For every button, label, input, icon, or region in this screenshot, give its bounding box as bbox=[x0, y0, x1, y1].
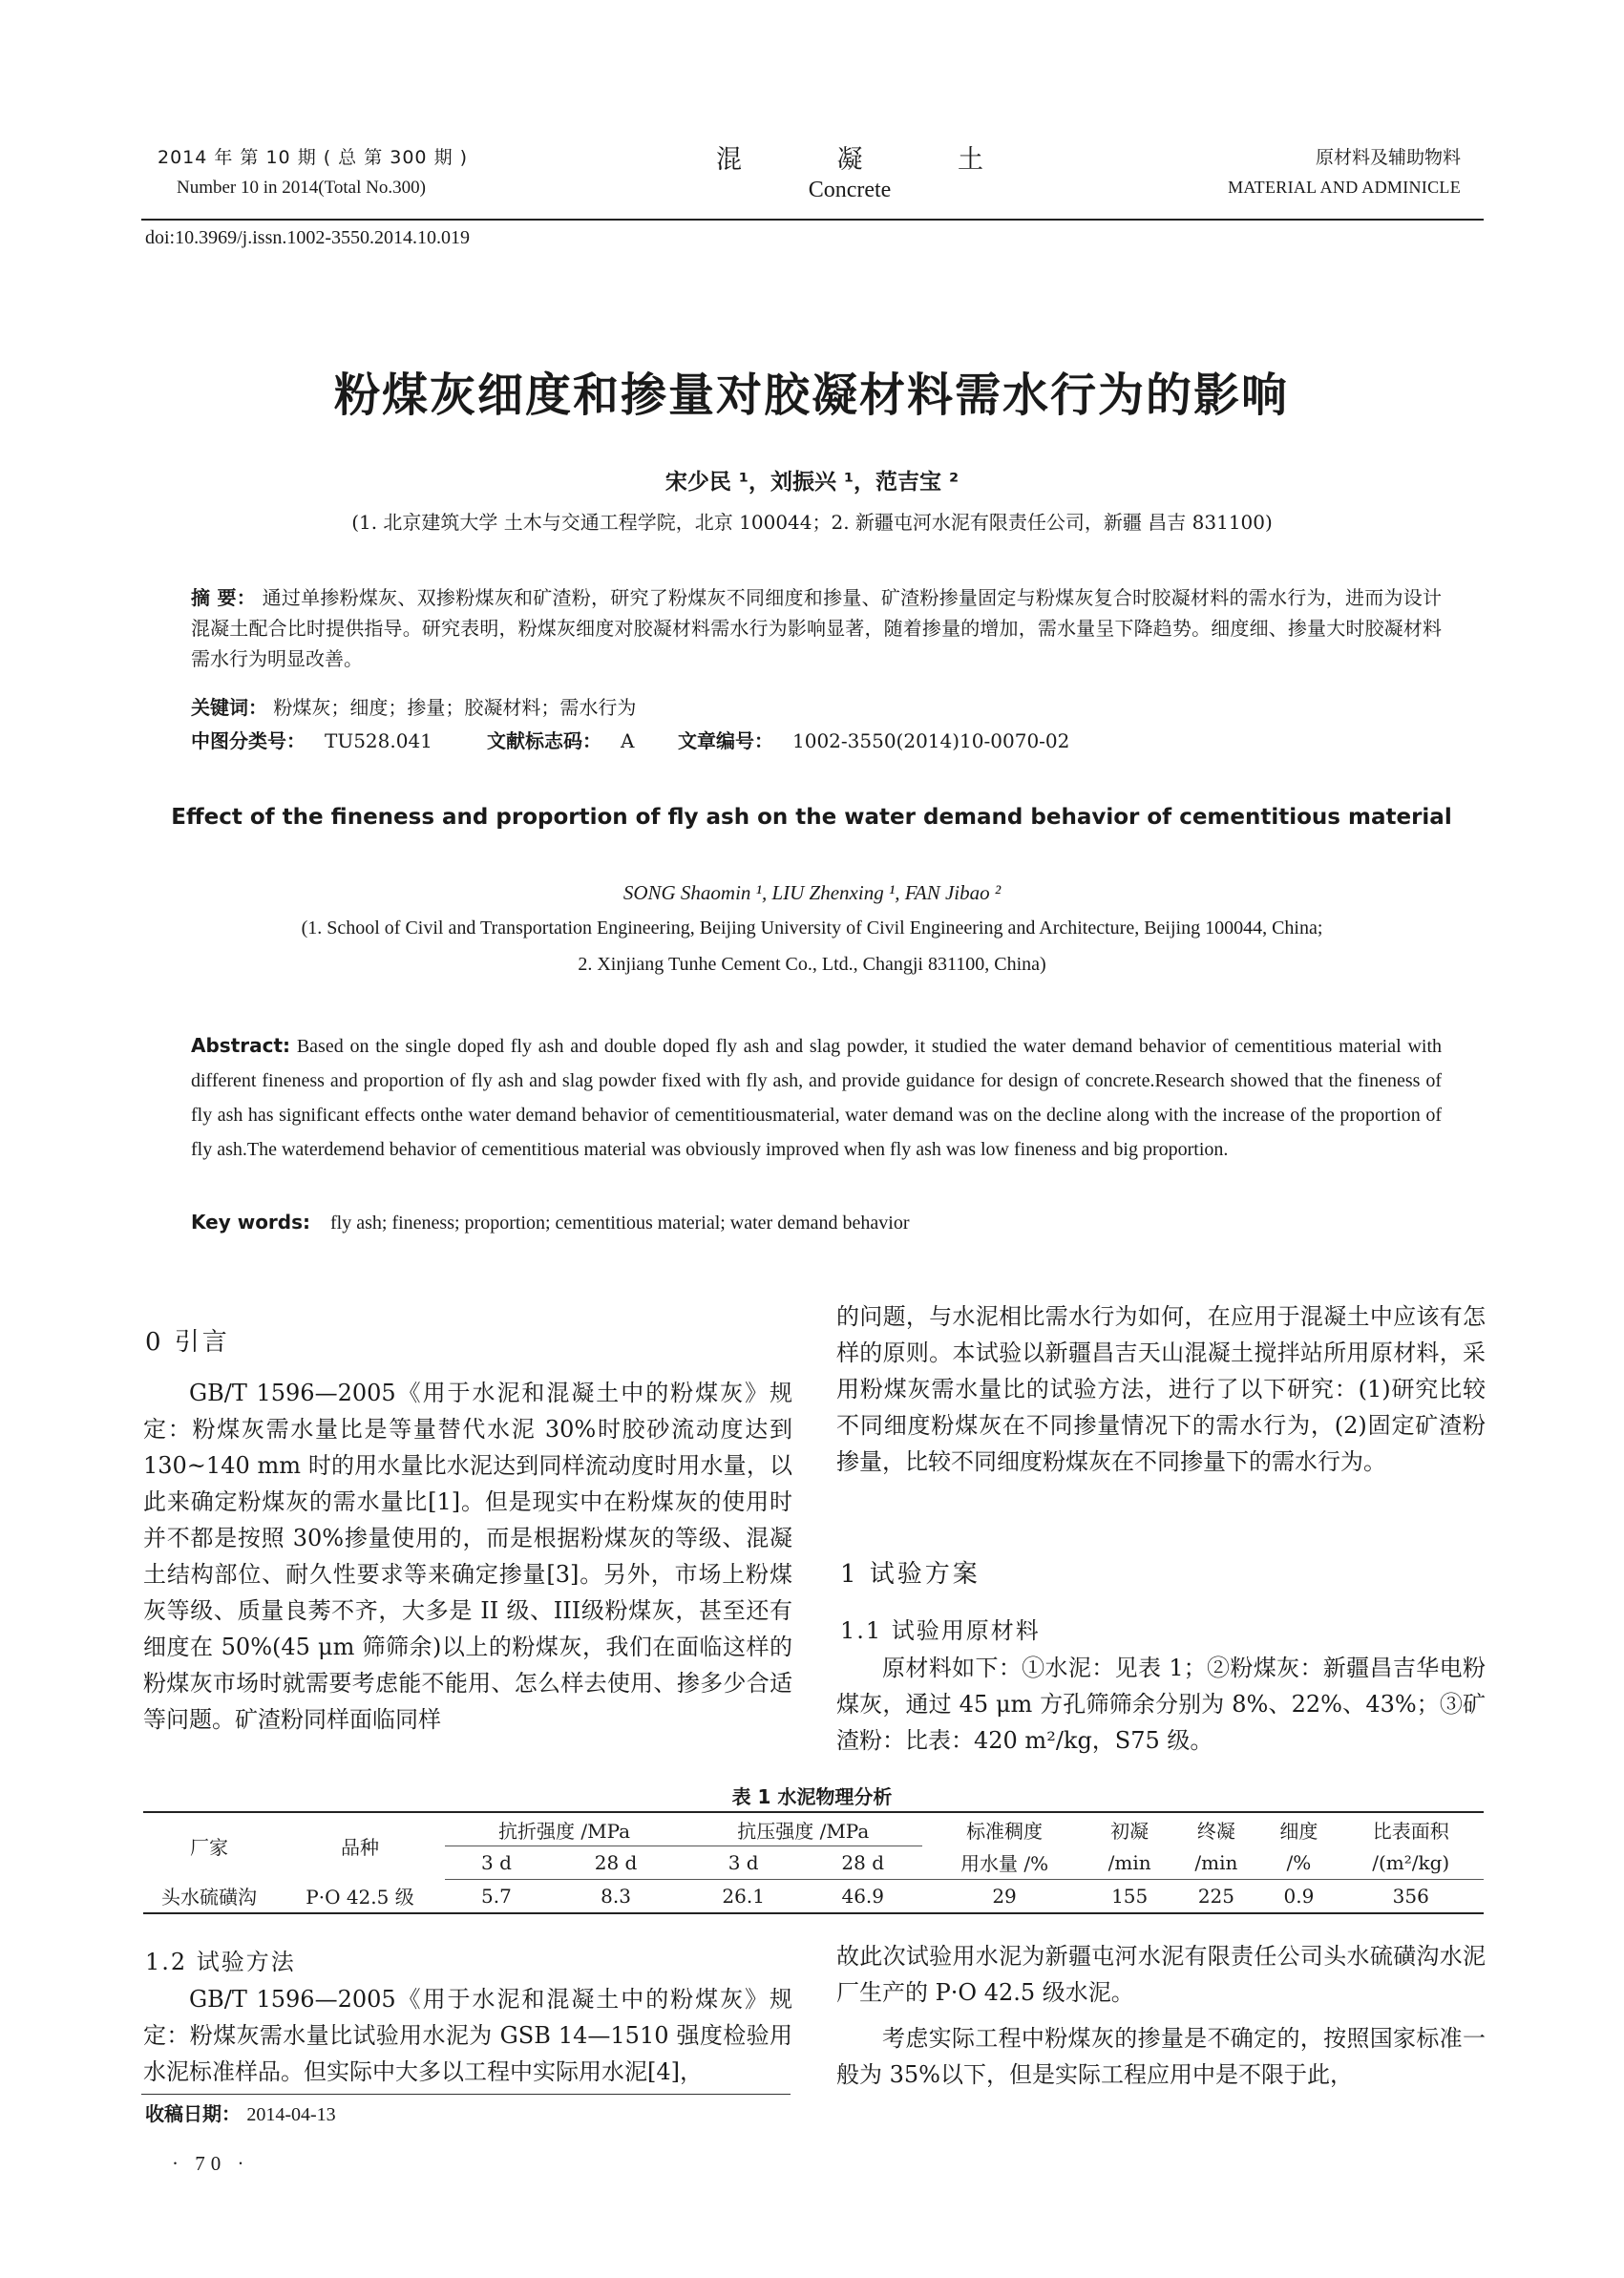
th-grade: 品种 bbox=[275, 1812, 445, 1880]
authors-en: SONG Shaomin ¹, LIU Zhenxing ¹, FAN Jibao ² bbox=[622, 881, 1002, 904]
abstract-cn bbox=[191, 582, 1442, 674]
cell-area: 356 bbox=[1339, 1880, 1485, 1914]
section-1-2-heading: 1.2 试验方法 bbox=[145, 1949, 296, 1975]
table-header-row-1 bbox=[143, 1812, 1484, 1846]
th-water-1: 标准稠度 bbox=[922, 1812, 1086, 1846]
th-area-2: /(m²/kg) bbox=[1339, 1846, 1485, 1880]
keywords-en bbox=[191, 1207, 1442, 1238]
table-1 bbox=[143, 1811, 1484, 1914]
affiliation-en-1: (1. School of Civil and Transportation Engineering, Beijing University of Civil Engineering and Architecture, Beijing 100044, China; bbox=[301, 918, 1323, 939]
materials-paragraph: 原材料如下：①水泥：见表 1；②粉煤灰：新疆昌吉华电粉煤灰，通过 45 μm 方孔筛筛余分别为 8%、22%、43%；③矿渣粉：比表：420 m²/kg，S75 级。 bbox=[836, 1655, 1486, 1754]
th-comp-28d: 28 d bbox=[803, 1846, 922, 1880]
cell-factory: 头水硫磺沟 bbox=[143, 1880, 275, 1914]
table-row bbox=[143, 1880, 1484, 1914]
cell-water: 29 bbox=[922, 1880, 1086, 1914]
section-0-heading: 0 引言 bbox=[145, 1328, 230, 1357]
journal-char-3: 土 bbox=[958, 145, 983, 175]
cell-grade: P·O 42.5 级 bbox=[275, 1880, 445, 1914]
right-column-para-2 bbox=[836, 1650, 1486, 1759]
received-value: 2014-04-13 bbox=[246, 2104, 336, 2125]
classification bbox=[191, 726, 1442, 756]
article-label: 文章编号： bbox=[678, 729, 773, 752]
paper-title-cn: 粉煤灰细度和掺量对胶凝材料需水行为的影响 bbox=[333, 369, 1289, 422]
cell-initial-set: 155 bbox=[1086, 1880, 1173, 1914]
th-flex-28d: 28 d bbox=[548, 1846, 684, 1880]
method-continuation: 故此次试验用水泥为新疆屯河水泥有限责任公司头水硫磺沟水泥厂生产的 P·O 42.5 级水泥。 bbox=[836, 1943, 1486, 2006]
th-flexural: 抗折强度 /MPa bbox=[445, 1812, 684, 1846]
paper-title-en: Effect of the fineness and proportion of fly ash on the water demand behavior of cementitious material bbox=[171, 805, 1452, 830]
issue-en: Number 10 in 2014(Total No.300) bbox=[177, 178, 426, 198]
dosage-paragraph: 考虑实际工程中粉煤灰的掺量是不确定的，按照国家标准一般为 35%以下，但是实际工程应用中是不限于此， bbox=[836, 2025, 1486, 2088]
footnote-rule bbox=[141, 2094, 791, 2095]
th-compressive: 抗压强度 /MPa bbox=[684, 1812, 922, 1846]
section-1-heading: 1 试验方案 bbox=[840, 1560, 981, 1589]
article-value: 1002-3550(2014)10-0070-02 bbox=[792, 729, 1070, 752]
intro-paragraph: GB/T 1596—2005《用于水泥和混凝土中的粉煤灰》规定：粉煤灰需水量比是等量替代水泥 30%时胶砂流动度达到 130~140 mm 时的用水量比水泥达到同样流动度时用水量，以此来确定粉煤灰的需水量比[1]。但是现实中在粉煤灰的使用时并不都是按照 30%掺量使用的，而是根据粉煤灰的等级、混凝土结构部位、耐久性要求等来确定掺量[3]。另外，市场上粉煤灰等级、质量良莠不齐，大多是 II 级、III级粉煤灰，甚至还有细度在 50%(45 μm 筛筛余)以上的粉煤灰，我们在面临这样的粉煤灰市场时就需要考虑能不能用、怎么样去使用、掺多少合适等问题。矿渣粉同样面临同样 bbox=[143, 1380, 792, 1733]
issue-cn: 2014 年 第 10 期 ( 总 第 300 期 ) bbox=[158, 147, 469, 168]
left-column-para-1 bbox=[143, 1375, 792, 1738]
abstract-en-text: Based on the single doped fly ash and double doped fly ash and slag powder, it studied the water demand behavior of cementitious material with different fineness and proportion of fly ash and slag powder fixed with fly ash, and provide guidance for design of concrete.Research showed that the fineness of fly ash has significant effects onthe water demand behavior of cementitiousmaterial, water demand was on the decline along with the increase of the proportion of fly ash.The waterdemend behavior of cementitious material was obviously improved when fly ash was low fineness and big proportion. bbox=[191, 1036, 1443, 1160]
cell-flex-28d: 8.3 bbox=[548, 1880, 684, 1914]
abstract-en-label: Abstract: bbox=[191, 1034, 291, 1057]
th-flex-3d: 3 d bbox=[445, 1846, 548, 1880]
header-rule bbox=[141, 219, 1484, 221]
clc-value: TU528.041 bbox=[325, 729, 432, 752]
keywords-cn-label: 关键词： bbox=[191, 696, 267, 719]
authors-cn: 宋少民 ¹，刘振兴 ¹，范吉宝 ² bbox=[664, 470, 960, 495]
page-number: · 70 · bbox=[172, 2152, 250, 2175]
cell-comp-28d: 46.9 bbox=[803, 1880, 922, 1914]
doc-value: A bbox=[621, 729, 635, 752]
th-factory: 厂家 bbox=[143, 1812, 275, 1880]
th-final-2: /min bbox=[1173, 1846, 1260, 1880]
received-date bbox=[145, 2099, 336, 2126]
th-initial-1: 初凝 bbox=[1086, 1812, 1173, 1846]
section-1-1-heading: 1.1 试验用原材料 bbox=[840, 1617, 1041, 1644]
th-fineness-1: 细度 bbox=[1259, 1812, 1338, 1846]
table-1-caption: 表 1 水泥物理分析 bbox=[731, 1785, 893, 1808]
doi: doi:10.3969/j.issn.1002-3550.2014.10.019 bbox=[145, 227, 471, 248]
left-column-para-2 bbox=[143, 1981, 792, 2090]
th-comp-3d: 3 d bbox=[684, 1846, 803, 1880]
intro-continuation: 的问题，与水泥相比需水行为如何，在应用于混凝土中应该有怎样的原则。本试验以新疆昌吉天山混凝土搅拌站所用原材料，采用粉煤灰需水量比的试验方法，进行了以下研究：(1)研究比较不同细度粉煤灰在不同掺量情况下的需水行为，(2)固定矿渣粉掺量，比较不同细度粉煤灰在不同掺量下的需水行为。 bbox=[836, 1303, 1486, 1475]
th-final-1: 终凝 bbox=[1173, 1812, 1260, 1846]
journal-char-2: 凝 bbox=[836, 145, 863, 175]
received-label: 收稿日期： bbox=[145, 2102, 241, 2125]
th-initial-2: /min bbox=[1086, 1846, 1173, 1880]
th-fineness-2: /% bbox=[1259, 1846, 1338, 1880]
keywords-cn bbox=[191, 692, 1442, 723]
doc-label: 文献标志码： bbox=[487, 729, 601, 752]
abstract-cn-text: 通过单掺粉煤灰、双掺粉煤灰和矿渣粉，研究了粉煤灰不同细度和掺量、矿渣粉掺量固定与粉煤灰复合时胶凝材料的需水行为，进而为设计混凝土配合比时提供指导。研究表明，粉煤灰细度对胶凝材料需水行为影响显著，随着掺量的增加，需水量呈下降趋势。细度细、掺量大时胶凝材料需水行为明显改善。 bbox=[191, 586, 1443, 670]
th-area-1: 比表面积 bbox=[1339, 1812, 1485, 1846]
cell-fineness: 0.9 bbox=[1259, 1880, 1338, 1914]
clc-label: 中图分类号： bbox=[191, 729, 306, 752]
th-water-2: 用水量 /% bbox=[922, 1846, 1086, 1880]
keywords-en-text: fly ash; fineness; proportion; cementitious material; water demand behavior bbox=[330, 1213, 910, 1234]
journal-char-1: 混 bbox=[716, 145, 742, 175]
keywords-en-label: Key words: bbox=[191, 1211, 311, 1234]
right-column-para-3 bbox=[836, 1938, 1486, 2093]
section-en: MATERIAL AND ADMINICLE bbox=[1228, 178, 1461, 197]
cell-comp-3d: 26.1 bbox=[684, 1880, 803, 1914]
abstract-cn-label: 摘 要： bbox=[191, 586, 256, 609]
journal-name-cn bbox=[716, 138, 983, 176]
cell-final-set: 225 bbox=[1173, 1880, 1260, 1914]
right-column-para-1 bbox=[836, 1298, 1486, 1480]
cell-flex-3d: 5.7 bbox=[445, 1880, 548, 1914]
affiliation-en-2: 2. Xinjiang Tunhe Cement Co., Ltd., Changji 831100, China) bbox=[578, 954, 1046, 975]
affiliation-cn: (1. 北京建筑大学 土木与交通工程学院，北京 100044；2. 新疆屯河水泥有限责任公司，新疆 昌吉 831100) bbox=[351, 511, 1273, 534]
journal-name-en: Concrete bbox=[808, 178, 892, 202]
abstract-en bbox=[191, 1028, 1442, 1167]
method-paragraph: GB/T 1596—2005《用于水泥和混凝土中的粉煤灰》规定：粉煤灰需水量比试验用水泥为 GSB 14—1510 强度检验用水泥标准样品。但实际中大多以工程中实际用水泥[4]， bbox=[143, 1986, 792, 2085]
section-cn: 原材料及辅助物料 bbox=[1315, 147, 1461, 168]
keywords-cn-text: 粉煤灰；细度；掺量；胶凝材料；需水行为 bbox=[273, 696, 637, 719]
